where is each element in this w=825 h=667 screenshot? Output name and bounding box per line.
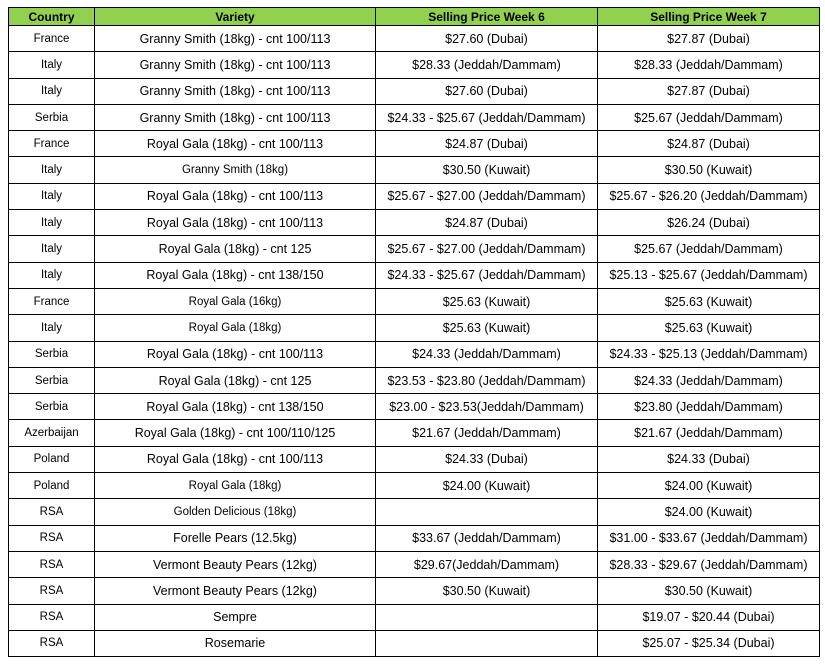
country-cell: RSA: [9, 525, 95, 551]
variety-cell: Granny Smith (18kg) - cnt 100/113: [95, 104, 376, 130]
week7-price-cell: $25.63 (Kuwait): [598, 288, 820, 314]
country-cell: RSA: [9, 578, 95, 604]
table-row: [9, 78, 820, 104]
variety-cell: Royal Gala (18kg) - cnt 138/150: [95, 394, 376, 420]
table-row: [9, 52, 820, 78]
week7-price-cell: $30.50 (Kuwait): [598, 578, 820, 604]
week7-price-cell: $25.67 (Jeddah/Dammam): [598, 104, 820, 130]
week7-price-cell: $28.33 (Jeddah/Dammam): [598, 52, 820, 78]
week7-price-cell: $25.07 - $25.34 (Dubai): [598, 630, 820, 656]
week6-price-cell: $23.00 - $23.53(Jeddah/Dammam): [376, 394, 598, 420]
country-cell: Poland: [9, 446, 95, 472]
variety-cell: Royal Gala (18kg) - cnt 100/113: [95, 183, 376, 209]
week6-price-cell: $27.60 (Dubai): [376, 78, 598, 104]
week6-price-cell: $24.87 (Dubai): [376, 210, 598, 236]
table-row: [9, 183, 820, 209]
week7-price-cell: $25.67 - $26.20 (Jeddah/Dammam): [598, 183, 820, 209]
week7-price-cell: $25.67 (Jeddah/Dammam): [598, 236, 820, 262]
country-cell: Serbia: [9, 394, 95, 420]
country-cell: Serbia: [9, 104, 95, 130]
week6-price-cell: $23.53 - $23.80 (Jeddah/Dammam): [376, 367, 598, 393]
week6-price-cell: $30.50 (Kuwait): [376, 578, 598, 604]
country-cell: Serbia: [9, 341, 95, 367]
week6-price-cell: $30.50 (Kuwait): [376, 157, 598, 183]
week7-price-cell: $19.07 - $20.44 (Dubai): [598, 604, 820, 630]
week7-price-cell: $24.33 - $25.13 (Jeddah/Dammam): [598, 341, 820, 367]
variety-cell: Forelle Pears (12.5kg): [95, 525, 376, 551]
week6-price-cell: $33.67 (Jeddah/Dammam): [376, 525, 598, 551]
country-cell: Italy: [9, 262, 95, 288]
week6-price-cell: $24.00 (Kuwait): [376, 473, 598, 499]
variety-cell: Royal Gala (18kg) - cnt 100/110/125: [95, 420, 376, 446]
table-row: [9, 551, 820, 577]
country-cell: Italy: [9, 78, 95, 104]
variety-cell: Granny Smith (18kg) - cnt 100/113: [95, 52, 376, 78]
country-cell: France: [9, 26, 95, 52]
variety-cell: Granny Smith (18kg): [95, 157, 376, 183]
table-row: [9, 236, 820, 262]
week6-price-cell: $25.67 - $27.00 (Jeddah/Dammam): [376, 236, 598, 262]
variety-cell: Granny Smith (18kg) - cnt 100/113: [95, 26, 376, 52]
country-cell: Italy: [9, 183, 95, 209]
table-row: [9, 104, 820, 130]
table-row: [9, 288, 820, 314]
table-row: [9, 26, 820, 52]
variety-cell: Royal Gala (18kg) - cnt 100/113: [95, 131, 376, 157]
week7-price-cell: $27.87 (Dubai): [598, 78, 820, 104]
week7-price-cell: $30.50 (Kuwait): [598, 157, 820, 183]
table-row: [9, 604, 820, 630]
variety-cell: Royal Gala (18kg) - cnt 138/150: [95, 262, 376, 288]
country-cell: Italy: [9, 315, 95, 341]
week7-price-cell: $24.00 (Kuwait): [598, 499, 820, 525]
country-cell: Serbia: [9, 367, 95, 393]
week7-price-cell: $21.67 (Jeddah/Dammam): [598, 420, 820, 446]
table-row: [9, 473, 820, 499]
table-row: [9, 578, 820, 604]
week7-price-cell: $24.33 (Jeddah/Dammam): [598, 367, 820, 393]
header-country: Country: [9, 8, 95, 26]
country-cell: Italy: [9, 210, 95, 236]
week6-price-cell: $25.63 (Kuwait): [376, 315, 598, 341]
week7-price-cell: $23.80 (Jeddah/Dammam): [598, 394, 820, 420]
week6-price-cell: $24.87 (Dubai): [376, 131, 598, 157]
week7-price-cell: $25.63 (Kuwait): [598, 315, 820, 341]
week7-price-cell: $24.87 (Dubai): [598, 131, 820, 157]
table-row: [9, 630, 820, 656]
week7-price-cell: $24.33 (Dubai): [598, 446, 820, 472]
week6-price-cell: [376, 499, 598, 525]
variety-cell: Rosemarie: [95, 630, 376, 656]
week6-price-cell: $24.33 (Dubai): [376, 446, 598, 472]
variety-cell: Vermont Beauty Pears (12kg): [95, 578, 376, 604]
variety-cell: Royal Gala (18kg) - cnt 125: [95, 367, 376, 393]
week6-price-cell: $24.33 - $25.67 (Jeddah/Dammam): [376, 262, 598, 288]
table-row: [9, 262, 820, 288]
week6-price-cell: $25.67 - $27.00 (Jeddah/Dammam): [376, 183, 598, 209]
variety-cell: Royal Gala (16kg): [95, 288, 376, 314]
table-row: [9, 420, 820, 446]
table-row: [9, 131, 820, 157]
week6-price-cell: $24.33 - $25.67 (Jeddah/Dammam): [376, 104, 598, 130]
table-row: [9, 525, 820, 551]
country-cell: France: [9, 288, 95, 314]
country-cell: Azerbaijan: [9, 420, 95, 446]
variety-cell: Granny Smith (18kg) - cnt 100/113: [95, 78, 376, 104]
country-cell: Italy: [9, 52, 95, 78]
price-table: [8, 7, 820, 657]
table-row: [9, 157, 820, 183]
week7-price-cell: $26.24 (Dubai): [598, 210, 820, 236]
table-row: [9, 446, 820, 472]
variety-cell: Sempre: [95, 604, 376, 630]
variety-cell: Royal Gala (18kg) - cnt 100/113: [95, 446, 376, 472]
variety-cell: Royal Gala (18kg) - cnt 100/113: [95, 210, 376, 236]
table-row: [9, 210, 820, 236]
country-cell: RSA: [9, 604, 95, 630]
table-row: [9, 341, 820, 367]
week6-price-cell: $24.33 (Jeddah/Dammam): [376, 341, 598, 367]
country-cell: Poland: [9, 473, 95, 499]
week7-price-cell: $24.00 (Kuwait): [598, 473, 820, 499]
week6-price-cell: $29.67(Jeddah/Dammam): [376, 551, 598, 577]
country-cell: Italy: [9, 236, 95, 262]
week6-price-cell: [376, 630, 598, 656]
week6-price-cell: $27.60 (Dubai): [376, 26, 598, 52]
country-cell: RSA: [9, 630, 95, 656]
header-week6: Selling Price Week 6: [376, 8, 598, 26]
variety-cell: Golden Delicious (18kg): [95, 499, 376, 525]
variety-cell: Royal Gala (18kg) - cnt 100/113: [95, 341, 376, 367]
table-row: [9, 315, 820, 341]
variety-cell: Royal Gala (18kg) - cnt 125: [95, 236, 376, 262]
country-cell: France: [9, 131, 95, 157]
week7-price-cell: $27.87 (Dubai): [598, 26, 820, 52]
country-cell: Italy: [9, 157, 95, 183]
header-week7: Selling Price Week 7: [598, 8, 820, 26]
week6-price-cell: $25.63 (Kuwait): [376, 288, 598, 314]
week7-price-cell: $28.33 - $29.67 (Jeddah/Dammam): [598, 551, 820, 577]
week7-price-cell: $31.00 - $33.67 (Jeddah/Dammam): [598, 525, 820, 551]
week6-price-cell: $21.67 (Jeddah/Dammam): [376, 420, 598, 446]
week6-price-cell: [376, 604, 598, 630]
country-cell: RSA: [9, 551, 95, 577]
week7-price-cell: $25.13 - $25.67 (Jeddah/Dammam): [598, 262, 820, 288]
variety-cell: Royal Gala (18kg): [95, 473, 376, 499]
table-row: [9, 499, 820, 525]
table-row: [9, 394, 820, 420]
week6-price-cell: $28.33 (Jeddah/Dammam): [376, 52, 598, 78]
header-variety: Variety: [95, 8, 376, 26]
variety-cell: Vermont Beauty Pears (12kg): [95, 551, 376, 577]
header-row: [9, 8, 820, 26]
table-row: [9, 367, 820, 393]
variety-cell: Royal Gala (18kg): [95, 315, 376, 341]
country-cell: RSA: [9, 499, 95, 525]
